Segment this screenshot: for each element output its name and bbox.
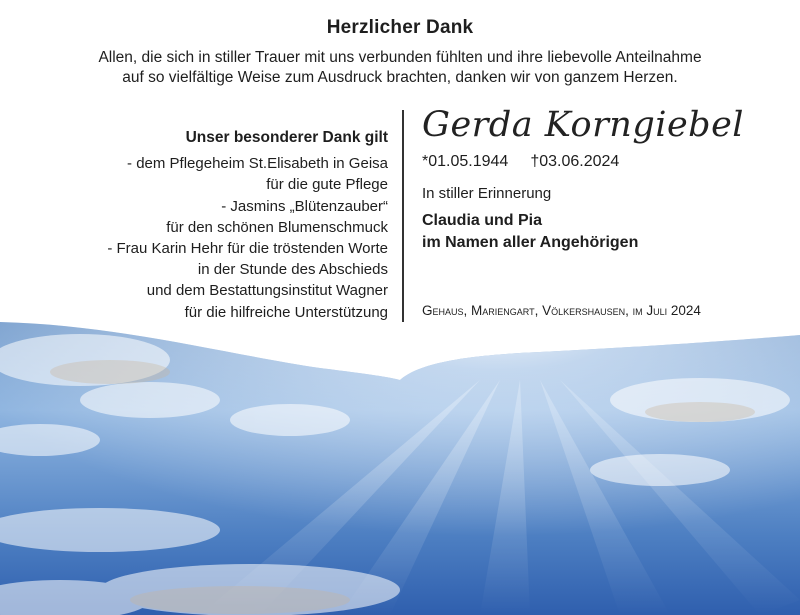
place-date: Gehaus, Mariengart, Völkershausen, im Juli 2024 bbox=[422, 303, 701, 318]
deceased-name: Gerda Korngiebel bbox=[422, 105, 744, 145]
heading: Herzlicher Dank bbox=[326, 17, 474, 38]
thanks-line: für den schönen Blumenschmuck bbox=[166, 218, 388, 236]
life-dates bbox=[422, 153, 744, 171]
thanks-block bbox=[107, 127, 388, 323]
thanks-line: - Jasmins „Blütenzauber“ bbox=[221, 197, 388, 215]
thanks-line: und dem Bestattungsinstitut Wagner bbox=[146, 282, 388, 300]
memory-line: In stiller Erinnerung bbox=[422, 185, 552, 202]
thanks-line: für die gute Pflege bbox=[266, 176, 388, 194]
vertical-divider bbox=[402, 110, 404, 322]
thanks-line: in der Stunde des Abschieds bbox=[197, 261, 388, 279]
deceased-block bbox=[422, 105, 744, 254]
thanks-heading: Unser besonderer Dank gilt bbox=[185, 129, 388, 146]
intro-text bbox=[40, 48, 760, 88]
intro-line: Allen, die sich in stiller Trauer mit uns verbunden fühlten und ihre liebevolle Anteilnahme bbox=[98, 49, 702, 66]
thanks-line: - Frau Karin Hehr für die tröstenden Worte bbox=[107, 240, 388, 258]
thanks-line: für die hilfreiche Unterstützung bbox=[184, 303, 388, 321]
family-line: Claudia und Pia bbox=[422, 212, 543, 229]
intro-line: auf so vielfältige Weise zum Ausdruck brachten, danken wir von ganzem Herzen. bbox=[122, 69, 678, 86]
birth-date: *01.05.1944 bbox=[422, 153, 509, 170]
thanks-line: - dem Pflegeheim St.Elisabeth in Geisa bbox=[127, 155, 388, 173]
death-date: †03.06.2024 bbox=[530, 153, 620, 170]
family-line: im Namen aller Angehörigen bbox=[422, 234, 639, 251]
